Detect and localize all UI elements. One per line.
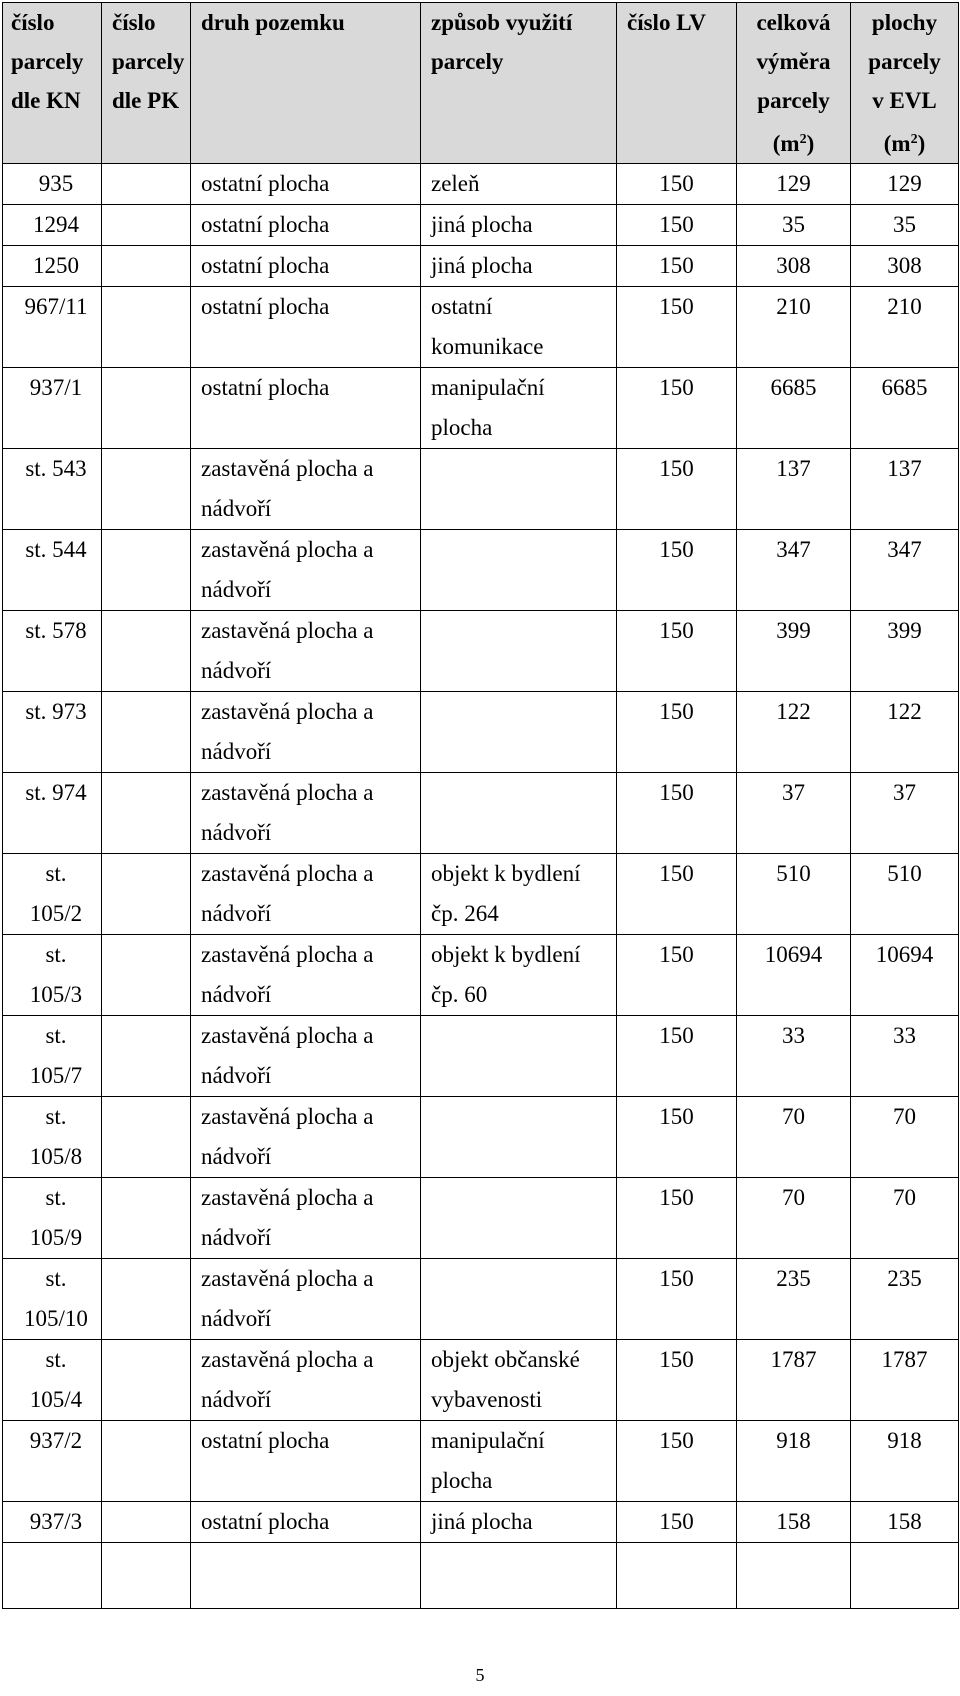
cell-druh-pozemku: zastavěná plocha a nádvoří [191, 854, 421, 935]
cell-cislo-lv: 150 [617, 530, 737, 611]
cell-druh-pozemku: ostatní plocha [191, 1502, 421, 1543]
cell-cislo-kn: st. 105/4 [3, 1340, 102, 1421]
cell-celkova-vymera: 347 [737, 530, 851, 611]
cell-cislo-kn: st. 105/2 [3, 854, 102, 935]
cell-cislo-pk [102, 773, 191, 854]
cell-druh-pozemku: ostatní plocha [191, 164, 421, 205]
cell-cislo-lv: 150 [617, 246, 737, 287]
table-row [3, 164, 959, 205]
cell-cislo-pk [102, 246, 191, 287]
cell-cislo-pk [102, 205, 191, 246]
cell-celkova-vymera: 37 [737, 773, 851, 854]
cell-cislo-lv: 150 [617, 1502, 737, 1543]
cell-druh-pozemku: ostatní plocha [191, 205, 421, 246]
cell-cislo-kn: 1250 [3, 246, 102, 287]
cell-druh-pozemku: ostatní plocha [191, 287, 421, 368]
table-row [3, 449, 959, 530]
table-row [3, 692, 959, 773]
table-empty-row [3, 1543, 959, 1609]
cell-zpusob-vyuziti: objekt k bydlení čp. 264 [421, 854, 617, 935]
cell-cislo-pk [102, 611, 191, 692]
cell-plochy-v-evl: 235 [851, 1259, 959, 1340]
cell-zpusob-vyuziti: objekt k bydlení čp. 60 [421, 935, 617, 1016]
table-row [3, 854, 959, 935]
cell-cislo-lv: 150 [617, 935, 737, 1016]
cell-cislo-lv: 150 [617, 1421, 737, 1502]
cell-celkova-vymera: 33 [737, 1016, 851, 1097]
cell-zpusob-vyuziti [421, 530, 617, 611]
cell-celkova-vymera: 129 [737, 164, 851, 205]
cell-cislo-pk [102, 854, 191, 935]
cell-zpusob-vyuziti: zeleň [421, 164, 617, 205]
table-row [3, 773, 959, 854]
cell-plochy-v-evl: 70 [851, 1097, 959, 1178]
cell-druh-pozemku: zastavěná plocha a nádvoří [191, 692, 421, 773]
cell-cislo-lv: 150 [617, 1178, 737, 1259]
cell-druh-pozemku: zastavěná plocha a nádvoří [191, 1178, 421, 1259]
cell-cislo-lv: 150 [617, 1340, 737, 1421]
cell-cislo-kn: st. 974 [3, 773, 102, 854]
cell-plochy-v-evl: 210 [851, 287, 959, 368]
cell-celkova-vymera: 122 [737, 692, 851, 773]
cell-cislo-kn: 937/1 [3, 368, 102, 449]
cell-druh-pozemku: ostatní plocha [191, 1421, 421, 1502]
cell-cislo-lv: 150 [617, 368, 737, 449]
cell-zpusob-vyuziti [421, 611, 617, 692]
cell-druh-pozemku: ostatní plocha [191, 368, 421, 449]
cell-cislo-pk [102, 1097, 191, 1178]
cell-cislo-kn: st. 105/8 [3, 1097, 102, 1178]
parcels-table [2, 2, 959, 1609]
cell-celkova-vymera: 510 [737, 854, 851, 935]
cell-plochy-v-evl: 918 [851, 1421, 959, 1502]
cell-zpusob-vyuziti: jiná plocha [421, 205, 617, 246]
cell-cislo-pk [102, 1178, 191, 1259]
table-row [3, 1178, 959, 1259]
cell-zpusob-vyuziti [421, 1178, 617, 1259]
cell-druh-pozemku: zastavěná plocha a nádvoří [191, 611, 421, 692]
cell-plochy-v-evl: 399 [851, 611, 959, 692]
cell-cislo-lv: 150 [617, 1097, 737, 1178]
cell-zpusob-vyuziti: objekt občanské vybavenosti [421, 1340, 617, 1421]
table-row [3, 1340, 959, 1421]
cell-celkova-vymera: 10694 [737, 935, 851, 1016]
cell-plochy-v-evl: 1787 [851, 1340, 959, 1421]
cell-cislo-pk [102, 935, 191, 1016]
cell-cislo-pk [102, 692, 191, 773]
cell-celkova-vymera: 70 [737, 1178, 851, 1259]
cell-cislo-lv: 150 [617, 611, 737, 692]
table-row [3, 1016, 959, 1097]
cell-cislo-lv: 150 [617, 287, 737, 368]
cell-cislo-pk [102, 164, 191, 205]
cell-druh-pozemku: ostatní plocha [191, 246, 421, 287]
cell-cislo-lv: 150 [617, 1016, 737, 1097]
cell-cislo-lv: 150 [617, 1259, 737, 1340]
header-plochy-v-evl: plochy parcely v EVL $(m^2)$ [851, 3, 959, 164]
cell-celkova-vymera: 6685 [737, 368, 851, 449]
cell-zpusob-vyuziti [421, 1259, 617, 1340]
cell-zpusob-vyuziti [421, 1097, 617, 1178]
table-row [3, 1259, 959, 1340]
cell-druh-pozemku: zastavěná plocha a nádvoří [191, 1259, 421, 1340]
header-cislo-parcely-pk: číslo parcely dle PK [102, 3, 191, 164]
cell-plochy-v-evl: 158 [851, 1502, 959, 1543]
cell-celkova-vymera: 70 [737, 1097, 851, 1178]
header-cislo-lv: číslo LV [617, 3, 737, 164]
cell-zpusob-vyuziti: ostatní komunikace [421, 287, 617, 368]
cell-druh-pozemku: zastavěná plocha a nádvoří [191, 530, 421, 611]
header-celkova-vymera: celková výměra parcely $(m^2)$ [737, 3, 851, 164]
cell-zpusob-vyuziti [421, 692, 617, 773]
cell-plochy-v-evl: 129 [851, 164, 959, 205]
cell-plochy-v-evl: 510 [851, 854, 959, 935]
cell-cislo-pk [102, 287, 191, 368]
table-body [3, 164, 959, 1543]
cell-cislo-kn: 935 [3, 164, 102, 205]
cell-cislo-lv: 150 [617, 773, 737, 854]
cell-plochy-v-evl: 122 [851, 692, 959, 773]
table-row [3, 611, 959, 692]
cell-cislo-kn: st. 578 [3, 611, 102, 692]
cell-cislo-pk [102, 1421, 191, 1502]
cell-cislo-pk [102, 1340, 191, 1421]
cell-cislo-lv: 150 [617, 854, 737, 935]
cell-cislo-pk [102, 368, 191, 449]
cell-druh-pozemku: zastavěná plocha a nádvoří [191, 1340, 421, 1421]
cell-zpusob-vyuziti: jiná plocha [421, 1502, 617, 1543]
cell-cislo-pk [102, 1016, 191, 1097]
cell-celkova-vymera: 137 [737, 449, 851, 530]
cell-celkova-vymera: 399 [737, 611, 851, 692]
header-cislo-parcely-kn: číslo parcely dle KN [3, 3, 102, 164]
cell-cislo-kn: st. 973 [3, 692, 102, 773]
cell-druh-pozemku: zastavěná plocha a nádvoří [191, 1097, 421, 1178]
table-row [3, 368, 959, 449]
header-druh-pozemku: druh pozemku [191, 3, 421, 164]
cell-cislo-pk [102, 1502, 191, 1543]
cell-cislo-kn: st. 544 [3, 530, 102, 611]
cell-zpusob-vyuziti: jiná plocha [421, 246, 617, 287]
header-zpusob-vyuziti: způsob využití parcely [421, 3, 617, 164]
cell-zpusob-vyuziti [421, 1016, 617, 1097]
cell-plochy-v-evl: 35 [851, 205, 959, 246]
cell-zpusob-vyuziti [421, 449, 617, 530]
cell-cislo-lv: 150 [617, 205, 737, 246]
cell-cislo-kn: 967/11 [3, 287, 102, 368]
cell-celkova-vymera: 1787 [737, 1340, 851, 1421]
cell-plochy-v-evl: 70 [851, 1178, 959, 1259]
table-row [3, 530, 959, 611]
table-header [3, 3, 959, 164]
cell-celkova-vymera: 918 [737, 1421, 851, 1502]
cell-plochy-v-evl: 308 [851, 246, 959, 287]
cell-cislo-pk [102, 449, 191, 530]
cell-celkova-vymera: 158 [737, 1502, 851, 1543]
cell-plochy-v-evl: 10694 [851, 935, 959, 1016]
cell-cislo-lv: 150 [617, 692, 737, 773]
cell-cislo-kn: st. 105/7 [3, 1016, 102, 1097]
cell-plochy-v-evl: 347 [851, 530, 959, 611]
cell-cislo-kn: 1294 [3, 205, 102, 246]
cell-zpusob-vyuziti [421, 773, 617, 854]
cell-cislo-kn: 937/3 [3, 1502, 102, 1543]
cell-cislo-lv: 150 [617, 449, 737, 530]
cell-cislo-lv: 150 [617, 164, 737, 205]
cell-cislo-kn: st. 105/9 [3, 1178, 102, 1259]
cell-cislo-pk [102, 1259, 191, 1340]
cell-cislo-kn: st. 543 [3, 449, 102, 530]
cell-celkova-vymera: 210 [737, 287, 851, 368]
cell-zpusob-vyuziti: manipulační plocha [421, 1421, 617, 1502]
cell-celkova-vymera: 308 [737, 246, 851, 287]
cell-druh-pozemku: zastavěná plocha a nádvoří [191, 1016, 421, 1097]
cell-cislo-kn: st. 105/10 [3, 1259, 102, 1340]
cell-plochy-v-evl: 37 [851, 773, 959, 854]
table-row [3, 205, 959, 246]
cell-zpusob-vyuziti: manipulační plocha [421, 368, 617, 449]
page-number: 5 [475, 1665, 485, 1685]
cell-druh-pozemku: zastavěná plocha a nádvoří [191, 449, 421, 530]
cell-cislo-kn: st. 105/3 [3, 935, 102, 1016]
cell-plochy-v-evl: 33 [851, 1016, 959, 1097]
cell-celkova-vymera: 35 [737, 205, 851, 246]
table-row [3, 1097, 959, 1178]
table-row [3, 246, 959, 287]
cell-cislo-pk [102, 530, 191, 611]
table-row [3, 287, 959, 368]
table-row [3, 1502, 959, 1543]
cell-druh-pozemku: zastavěná plocha a nádvoří [191, 773, 421, 854]
table-row [3, 935, 959, 1016]
cell-druh-pozemku: zastavěná plocha a nádvoří [191, 935, 421, 1016]
cell-cislo-kn: 937/2 [3, 1421, 102, 1502]
cell-plochy-v-evl: 137 [851, 449, 959, 530]
cell-plochy-v-evl: 6685 [851, 368, 959, 449]
cell-celkova-vymera: 235 [737, 1259, 851, 1340]
table-row [3, 1421, 959, 1502]
